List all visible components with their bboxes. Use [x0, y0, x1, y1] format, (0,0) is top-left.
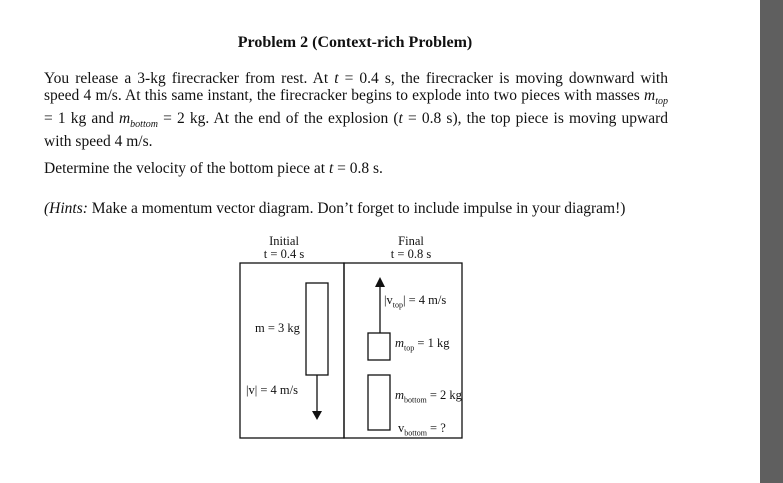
- top-mass-label: $m_{top} = 1$ kg: [395, 336, 450, 353]
- initial-velocity-label: |v| = 4 m/s: [246, 383, 298, 397]
- problem-paragraph-1: You release a 3-kg firecracker from rest. At t = 0.4 s, the firecracker is moving downward with speed 4 m/s. At this same instant, the firecracker begins to explode into two pieces with masses $m_{top} = 1$ kg and $m_{bottom} = 2$ kg. At the end of the explosion (t = 0.8 s), the top piece is moving upward with speed 4 m/s.: [44, 70, 668, 151]
- bottom-mass-label: $m_{bottom} = 2$ kg: [395, 388, 462, 405]
- top-piece: [368, 333, 390, 360]
- momentum-diagram: [0, 225, 760, 455]
- initial-heading: Initial t = 0.4 s: [263, 234, 305, 261]
- bottom-piece: [368, 375, 390, 430]
- scrollbar[interactable]: [760, 0, 783, 483]
- problem-paragraph-2: Determine the velocity of the bottom piece at t = 0.8 s.: [44, 160, 383, 177]
- final-heading: Final t = 0.8 s: [390, 234, 432, 261]
- problem-hints: (Hints: Make a momentum vector diagram. Don’t forget to include impulse in your diagram!): [44, 200, 626, 217]
- initial-velocity-arrow-head: [312, 411, 322, 420]
- problem-title: Problem 2 (Context-rich Problem): [237, 34, 473, 51]
- top-velocity-arrow-head: [375, 277, 385, 287]
- initial-mass-label: m = 3 kg: [255, 321, 300, 335]
- initial-firecracker: [306, 283, 328, 375]
- top-velocity-label: $|v_{top}| = 4$ m/s: [384, 293, 447, 310]
- bottom-velocity-label: $v_{bottom}$ = ?: [398, 421, 446, 438]
